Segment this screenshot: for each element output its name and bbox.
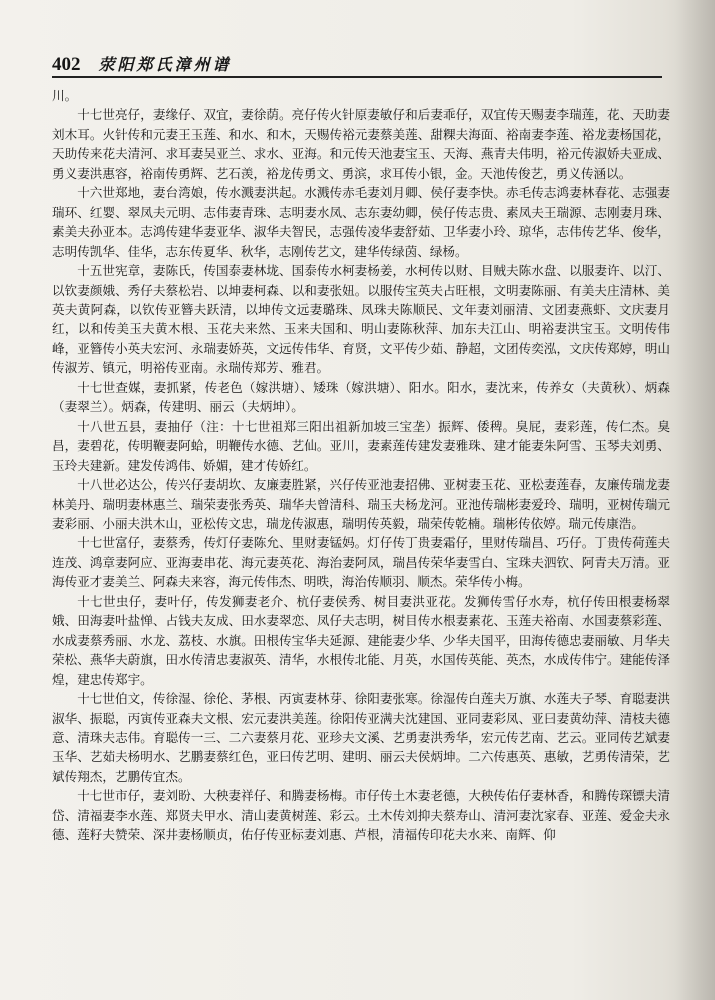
page-edge-shadow	[675, 0, 715, 1000]
paragraph: 十五世宪章，妻陈氏，传国泰妻林垅、国泰传水柯妻杨姜，水柯传以财、目贼夫陈水盘、以服妻许、以汀、以钦妻颜娥、秀仔夫蔡松岩、以坤妻柯森、以和妻张妞。以服传宝英夫占旺根，文明妻陈丽、有美夫庄清林、美英夫黄阿森，以钦传亚簪夫跃清，以坤传文远妻璐珠、凤珠夫陈顺民、文年妻刘丽清、文团妻燕虾、文庆妻月红，以和传美玉夫黄木根、玉花夫来然、玉来夫国和、明山妻陈秋萍、加东夫江山、明裕妻洪宝玉。文明传伟峰，亚簪传小英夫宏河、永瑞妻娇英，文远传伟华、育贤，文平传少茹、静超，文团传奕泓，文庆传郑婷，明山传淑芳、镇元，明裕传亚南。永瑞传郑芳、雅君。	[52, 263, 670, 376]
book-title: 荥阳郑氏漳州谱	[98, 55, 232, 74]
paragraph: 十七世查媒，妻抓紧，传老色（嫁洪塘）、矮珠（嫁洪塘）、阳水。阳水，妻沈来，传养女（夫黄秋）、炳森（妻翠兰）。炳森，传建明、丽云（夫炳坤）。	[52, 379, 670, 415]
paragraph: 十七世亮仔，妻缘仔、双宜，妻徐荫。亮仔传火针原妻敏仔和后妻乖仔，双宜传天赐妻李瑞莲，花、天助妻刘木耳。火针传和元妻王玉莲、和水、和木，天赐传裕元妻蔡美莲、甜粿夫海面、裕南妻李莲、裕龙妻杨国花，天助传来花夫清河、求耳妻吴亚兰、求水、亚海。和元传天池妻宝玉、天海、燕青夫伟明，裕元传淑娇夫亚成、勇义妻洪惠容，裕南传勇辉、艺石羡，裕龙传勇文、勇滨，求耳传小银，金。天池传俊艺，勇义传涵以。	[52, 107, 670, 181]
page-header	[52, 50, 662, 78]
paragraph: 十六世郑地，妻台湾娘，传水溅妻洪起。水溅传赤毛妻刘月卿、侯仔妻李快。赤毛传志鸿妻林春花、志强妻瑞环、红婴、翠凤夫元明、志伟妻青珠、志明妻水凤、志东妻幼卿，侯仔传志贵、素凤夫王瑞源、志刚妻月珠、素美夫孙亚本。志鸿传建华妻亚华、淑华夫智民，志强传凌华妻舒茹、卫华妻小玲、琼华，志伟传艺华、俊华，志明传凯华、佳华，志东传夏华、秋华，志刚传艺文，建华传绿茵、绿杨。	[52, 185, 670, 259]
paragraph: 十八世五县，妻抽仔（注：十七世祖郑三阳出祖新加坡三宝垄）振辉、倭稗。臭屁，妻彩莲，传仁杰。臭昌，妻碧花，传明鞭妻阿蛤，明鞭传水德、艺仙。亚川，妻素莲传建发妻雅珠、建才能妻朱阿雪、玉琴夫刘勇、玉玲夫建新。建发传鸿伟、娇媚，建才传娇红。	[52, 418, 670, 473]
paragraph: 十七世富仔，妻蔡秀，传灯仔妻陈允、里财妻锰妈。灯仔传丁贵妻霜仔，里财传瑞昌、巧仔。丁贵传荷莲夫连茂、鸿章妻阿应、亚海妻串花、海元妻英花、海治妻阿凤，瑞昌传荣华妻雪白、宝珠夫泗钦、阿青夫万清。亚海传亚才妻美兰、阿森夫来容，海元传伟杰、明昳，海治传顺羽、顺杰。荣华传小梅。	[52, 535, 670, 590]
paragraph: 十七世市仔，妻刘盼、大秧妻祥仔、和腾妻杨梅。市仔传土木妻老德，大秧传佑仔妻林香，和腾传琛镖夫清岱、清福妻李水莲、郑贤夫甲水、清山妻黄树莲、彩云。土木传刘抑夫蔡寿山、清河妻沈家春、亚莲、爱金夫永德、莲籽夫赞荣、深井妻杨顺贞，佑仔传亚标妻刘惠、芦根，清福传印花夫水来、南辉、仰	[52, 788, 670, 843]
paragraph: 川。	[52, 88, 78, 103]
paragraph: 十八世必达公，传兴仔妻胡坎、友廉妻胜紧，兴仔传亚池妻招佛、亚树妻玉花、亚松妻莲春，友廉传瑞龙妻林美丹、瑞明妻林惠兰、瑞荣妻张秀英、瑞华夫曾清科、瑞玉夫杨龙河。亚池传瑞彬妻爱玲、瑞明，亚树传瑞元妻彩丽、小丽夫洪木山，亚松传文忠，瑞龙传淑惠，瑞明传英毅，瑞荣传乾楠。瑞彬传依婷。瑞元传康浩。	[52, 477, 670, 531]
genealogy-text	[52, 86, 670, 845]
paragraph: 十七世虫仔，妻叶仔，传发狮妻老介、杭仔妻侯秀、树目妻洪亚花。发狮传雪仔水寿，杭仔传田根妻杨翠娥、田海妻叶盐惮、占钱夫友成、田水妻翠恋、凤仔夫志明，树目传水根妻素花、玉莲夫裕南、水国妻蔡彩莲、水成妻蔡秀丽、水龙、荔枝、水旗。田根传宝华夫延源、建能妻少华、少华夫国平，田海传德忠妻丽敏、月华夫荣松、燕华夫蔚旗，田水传清忠妻淑英、清华，水根传北能、月英，水国传英能、英杰，水成传伟宁。建能传泽煌，建忠传郑宇。	[52, 593, 670, 687]
page-number: 402	[52, 54, 81, 75]
paragraph: 十七世伯文，传徐湿、徐伦、茅根、丙寅妻林芽、徐阳妻张寒。徐湿传白莲夫万旗、水莲夫子琴、育聪妻洪淑华、振聪，丙寅传亚森夫文根、宏元妻洪美莲。徐阳传亚满夫沈建国、亚同妻彩凤、亚曰妻黄幼萍、清枝夫德意、清珠夫志伟。育聪传一三、二六妻蔡月花、亚珍夫文溪、艺勇妻洪秀华，宏元传艺南、艺云。亚同传艺斌妻玉华、艺茹夫杨明水、艺鹏妻蔡红色，亚曰传艺明、建明、丽云夫侯炳坤。二六传惠英、惠敏，艺勇传清荣，艺斌传翔杰，艺鹏传宜杰。	[52, 691, 670, 784]
